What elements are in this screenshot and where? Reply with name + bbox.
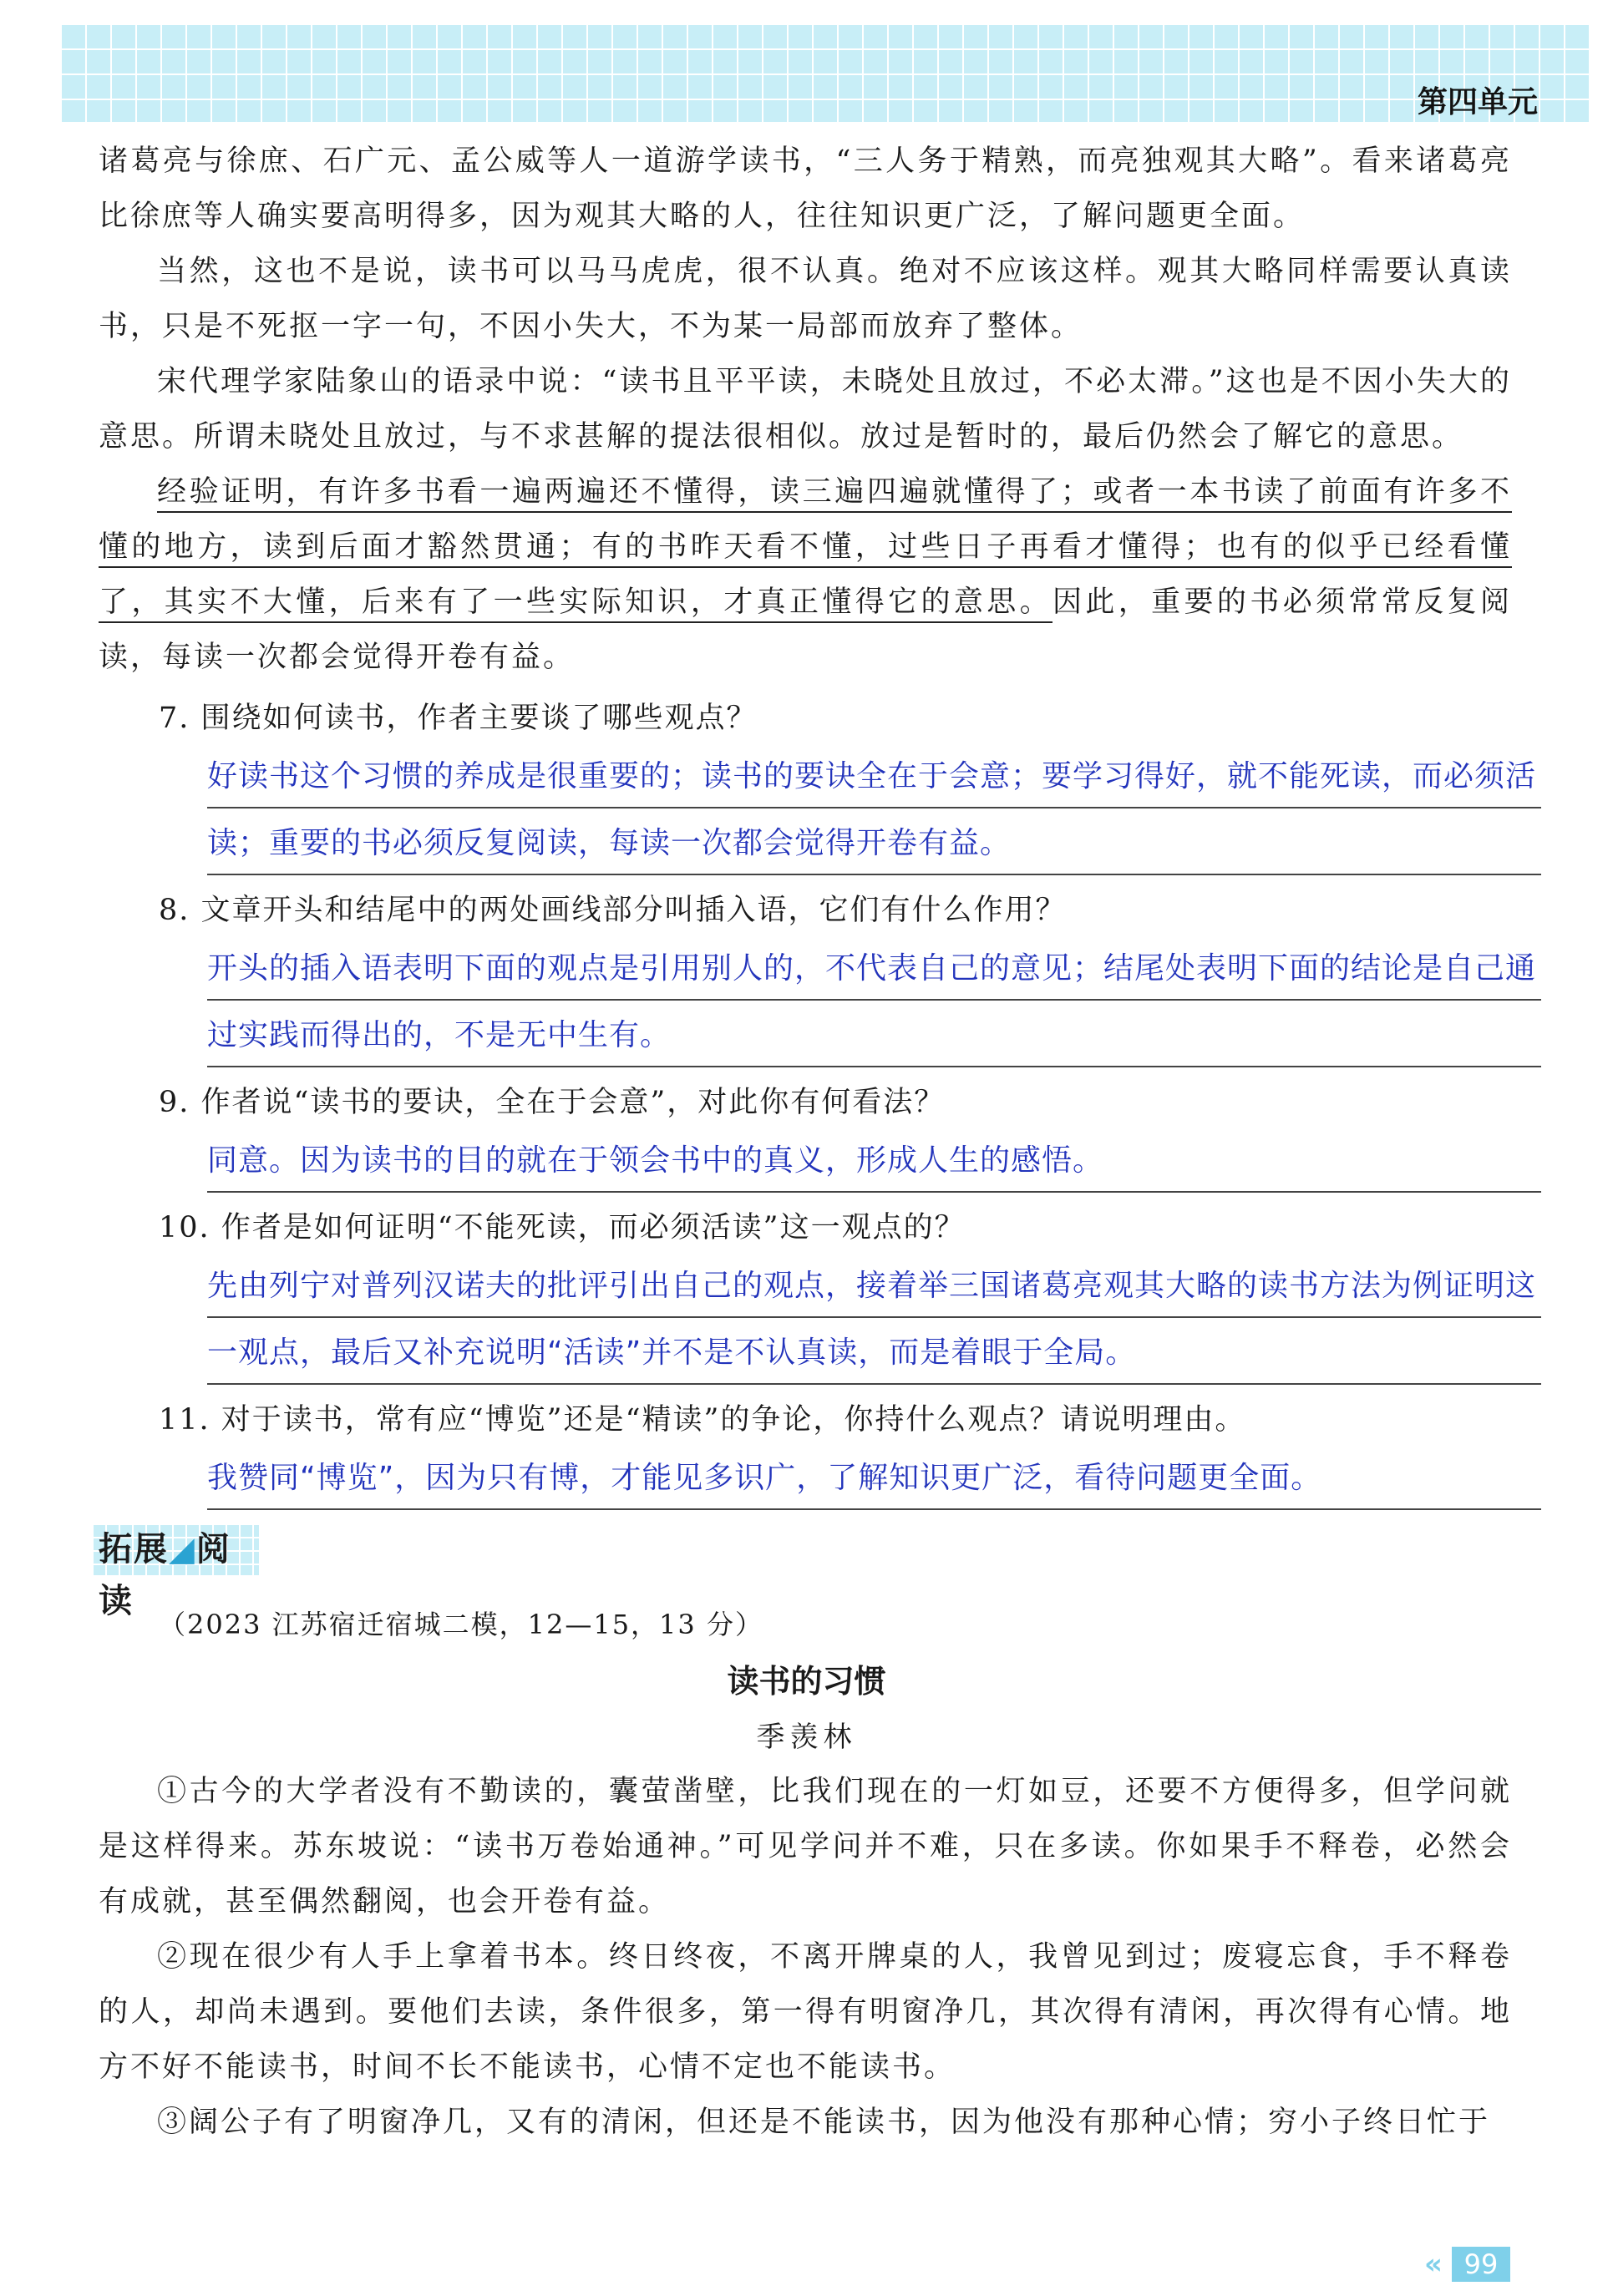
question-text: 7. 围绕如何读书，作者主要谈了哪些观点？ — [159, 702, 758, 735]
answer-text: 好读书这个习惯的养成是很重要的；读书的要诀全在于会意；要学习得好，就不能死读，而必须活读；重要的书必须反复阅读，每读一次都会觉得开卷有益。 — [207, 743, 1541, 877]
page-number: 99 — [1452, 2247, 1510, 2282]
answer-text: 同意。因为读书的目的就在于领会书中的真义，形成人生的感悟。 — [207, 1128, 1541, 1194]
section-tag-separator: ◢ — [169, 1530, 196, 1569]
passage-paragraph: ②现在很少有人手上拿着书本。终日终夜，不离开牌桌的人，我曾见到过；废寝忘食，手不释卷的人，却尚未遇到。要他们去读，条件很多，第一得有明窗净几，其次得有清闲，再次得有心情。地方不好不能读书，时间不长不能读书，心情不定也不能读书。 — [99, 1940, 1512, 2084]
passage-paragraph: ③阔公子有了明窗净几，又有的清闲，但还是不能读书，因为他没有那种心情；穷小子终日忙于 — [157, 2106, 1491, 2139]
article-author: 季羡林 — [756, 1721, 857, 1754]
underlined-insert: 经验证明，有许多书看一遍两遍还不懂得，读三遍四遍就懂得了；或者一本书读了前面有许多不懂的地方，读到后面才豁然贯通；有的书昨天看不懂，过些日子再看才懂得；也有的似乎已经看懂了，其实不大懂，后来有了一些实际知识，才真正懂得它的意思。 — [99, 475, 1512, 623]
question-11 — [99, 1395, 1512, 1512]
passage-paragraph-underlined — [99, 464, 1512, 685]
question-text: 10. 作者是如何证明“不能死读，而必须活读”这一观点的？ — [159, 1211, 966, 1244]
answer-text: 我赞同“博览”，因为只有博，才能见多识广，了解知识更广泛，看待问题更全面。 — [207, 1445, 1541, 1512]
question-text: 11. 对于读书，常有应“博览”还是“精读”的争论，你持什么观点？请说明理由。 — [159, 1403, 1246, 1437]
extension-passage — [99, 1764, 1512, 2150]
passage-paragraph: ①古今的大学者没有不勤读的，囊萤凿壁，比我们现在的一灯如豆，还要不方便得多，但学问就是这样得来。苏东坡说：“读书万卷始通神。”可见学问并不难，只在多读。你如果手不释卷，必然会有成就，甚至偶然翻阅，也会开卷有益。 — [99, 1775, 1512, 1918]
page-arrow-icon: « — [1424, 2248, 1443, 2281]
question-text: 9. 作者说“读书的要诀，全在于会意”，对此你有何看法？ — [159, 1086, 946, 1119]
question-7 — [99, 693, 1537, 877]
section-tag-right: 阅读 — [99, 1530, 231, 1620]
answer-text: 开头的插入语表明下面的观点是引用别人的，不代表自己的意见；结尾处表明下面的结论是自己通过实践而得出的，不是无中生有。 — [207, 935, 1541, 1069]
passage-text: 因此，重要的书必须常常反复阅读，每读一次都会觉得开卷有益。 — [99, 585, 1512, 674]
section-tag-left: 拓展 — [99, 1530, 169, 1569]
article-title: 读书的习惯 — [727, 1662, 886, 1700]
answer-text: 先由列宁对普列汉诺夫的批评引出自己的观点，接着举三国诸葛亮观其大略的读书方法为例证明这一观点，最后又补充说明“活读”并不是不认真读，而是着眼于全局。 — [207, 1253, 1541, 1386]
question-9 — [99, 1077, 1512, 1194]
unit-label: 第四单元 — [1417, 85, 1538, 119]
main-content — [99, 134, 1537, 1512]
header-band — [60, 23, 1589, 122]
question-10 — [99, 1203, 1537, 1386]
passage-paragraph: 当然，这也不是说，读书可以马马虎虎，很不认真。绝对不应该这样。观其大略同样需要认真读书，只是不死抠一字一句，不因小失大，不为某一局部而放弃了整体。 — [99, 255, 1512, 343]
question-text: 8. 文章开头和结尾中的两处画线部分叫插入语，它们有什么作用？ — [159, 894, 1067, 927]
section-tag-extension-reading — [92, 1523, 259, 1620]
passage-paragraph: 诸葛亮与徐庶、石广元、孟公威等人一道游学读书，“三人务于精熟，而亮独观其大略”。看来诸葛亮比徐庶等人确实要高明得多，因为观其大略的人，往往知识更广泛，了解问题更全面。 — [99, 144, 1512, 233]
question-8 — [99, 885, 1537, 1069]
passage-paragraph: 宋代理学家陆象山的语录中说：“读书且平平读，未晓处且放过，不必太滞。”这也是不因小失大的意思。所谓未晓处且放过，与不求甚解的提法很相似。放过是暂时的，最后仍然会了解它的意思。 — [99, 365, 1512, 454]
source-note: （2023 江苏宿迁宿城二模，12—15，13 分） — [159, 1609, 763, 1640]
